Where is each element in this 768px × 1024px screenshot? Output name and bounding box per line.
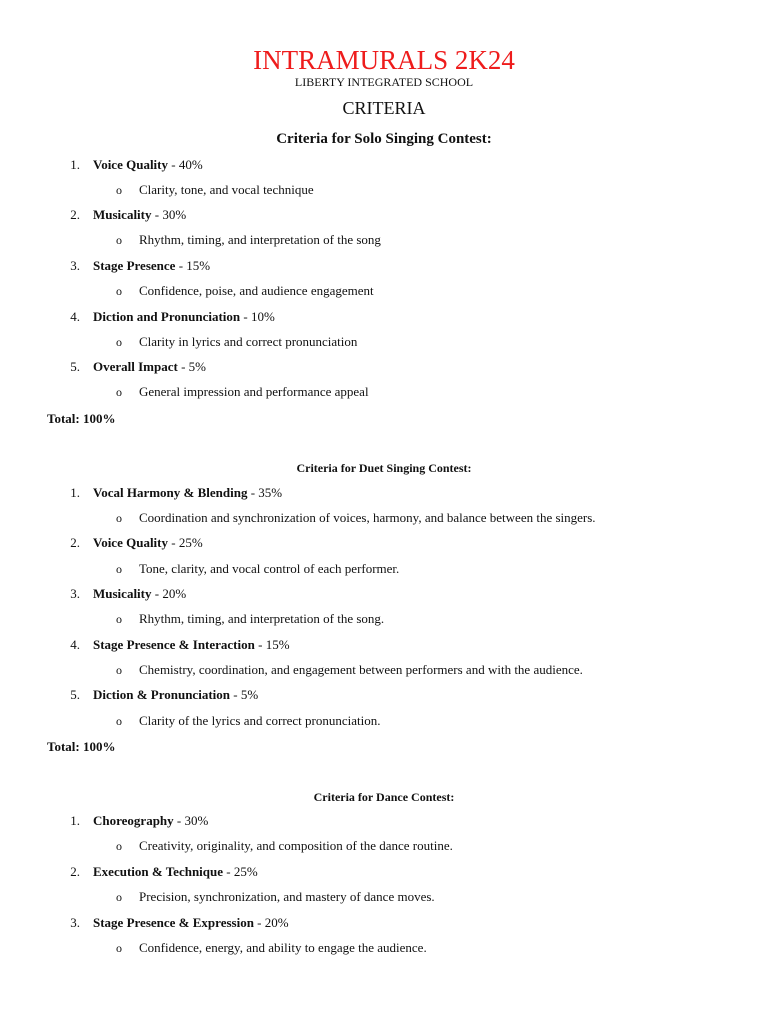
criterion-weight: - 25% — [223, 864, 258, 879]
criterion-name: Stage Presence & Interaction — [93, 637, 255, 652]
criterion-item — [93, 309, 275, 325]
criterion-name: Musicality — [93, 207, 152, 222]
bullet-marker: o — [116, 183, 122, 197]
criterion-item — [93, 359, 206, 375]
criterion-weight: - 5% — [230, 687, 259, 702]
criterion-weight: - 25% — [168, 535, 203, 550]
bullet-marker: o — [116, 941, 122, 955]
criterion-name: Overall Impact — [93, 359, 178, 374]
criterion-description: Rhythm, timing, and interpretation of the song. — [139, 611, 385, 626]
criterion-weight: - 5% — [177, 359, 207, 374]
criterion-description: Confidence, poise, and audience engagement — [139, 283, 374, 298]
criterion-weight: - 20% — [253, 915, 289, 930]
criterion-name: Execution & Technique — [93, 864, 224, 879]
section-title-duet: Criteria for Duet Singing Contest: — [296, 461, 472, 475]
criterion-item — [93, 586, 186, 602]
criterion-name: Vocal Harmony & Blending — [93, 485, 248, 500]
total-label: Total: 100% — [47, 739, 116, 754]
list-number: 1. — [70, 485, 80, 500]
list-number: 1. — [70, 157, 80, 172]
criterion-description: General impression and performance appeal — [139, 384, 369, 399]
list-number: 3. — [70, 258, 80, 273]
criterion-weight: - 40% — [168, 157, 203, 172]
bullet-marker: o — [116, 839, 122, 853]
criterion-item — [93, 637, 290, 653]
criterion-item — [93, 485, 282, 501]
criterion-description: Clarity of the lyrics and correct pronunciation. — [139, 713, 381, 728]
criterion-name: Choreography — [93, 813, 174, 828]
criterion-description: Creativity, originality, and composition of the dance routine. — [139, 838, 453, 853]
criterion-item — [93, 535, 203, 551]
bullet-marker: o — [116, 385, 122, 399]
list-number: 3. — [70, 915, 80, 930]
criterion-description: Clarity in lyrics and correct pronunciation — [139, 334, 358, 349]
criterion-name: Musicality — [93, 586, 152, 601]
list-number: 1. — [70, 813, 80, 828]
criterion-weight: - 15% — [175, 258, 211, 273]
criteria-heading: CRITERIA — [342, 98, 426, 118]
list-number: 2. — [70, 207, 80, 222]
criterion-item — [93, 813, 208, 829]
list-number: 5. — [70, 359, 80, 374]
total-label: Total: 100% — [47, 411, 116, 426]
criterion-description: Coordination and synchronization of voices, harmony, and balance between the singers. — [139, 510, 596, 525]
criterion-item — [93, 915, 289, 931]
criterion-description: Rhythm, timing, and interpretation of the song — [139, 232, 381, 247]
section-title-dance: Criteria for Dance Contest: — [313, 790, 455, 804]
document-title: INTRAMURALS 2K24 — [253, 45, 515, 75]
bullet-marker: o — [116, 511, 122, 525]
criterion-weight: - 35% — [247, 485, 283, 500]
bullet-marker: o — [116, 714, 122, 728]
bullet-marker: o — [116, 562, 122, 576]
criterion-name: Stage Presence — [93, 258, 176, 273]
list-number: 4. — [70, 637, 80, 652]
criterion-item — [93, 258, 210, 274]
criterion-item — [93, 687, 258, 703]
criterion-weight: - 30% — [173, 813, 209, 828]
criterion-weight: - 20% — [151, 586, 187, 601]
criterion-name: Voice Quality — [93, 157, 168, 172]
criterion-name: Voice Quality — [93, 535, 168, 550]
criterion-item — [93, 157, 203, 173]
bullet-marker: o — [116, 612, 122, 626]
criterion-description: Confidence, energy, and ability to engage the audience. — [139, 940, 427, 955]
school-name: LIBERTY INTEGRATED SCHOOL — [294, 75, 474, 89]
criterion-weight: - 30% — [151, 207, 187, 222]
criterion-weight: - 15% — [254, 637, 290, 652]
criterion-weight: - 10% — [240, 309, 275, 324]
criterion-description: Clarity, tone, and vocal technique — [139, 182, 314, 197]
list-number: 5. — [70, 687, 80, 702]
criterion-description: Chemistry, coordination, and engagement between performers and with the audience. — [139, 662, 583, 677]
section-title-solo: Criteria for Solo Singing Contest: — [276, 131, 492, 147]
criterion-description: Tone, clarity, and vocal control of each performer. — [139, 561, 400, 576]
list-number: 4. — [70, 309, 80, 324]
bullet-marker: o — [116, 663, 122, 677]
list-number: 2. — [70, 535, 80, 550]
criterion-name: Stage Presence & Expression — [93, 915, 254, 930]
bullet-marker: o — [116, 890, 122, 904]
list-number: 3. — [70, 586, 80, 601]
criterion-description: Precision, synchronization, and mastery of dance moves. — [139, 889, 435, 904]
bullet-marker: o — [116, 233, 122, 247]
criterion-name: Diction and Pronunciation — [93, 309, 241, 324]
bullet-marker: o — [116, 335, 122, 349]
criterion-name: Diction & Pronunciation — [93, 687, 230, 702]
list-number: 2. — [70, 864, 80, 879]
criterion-item — [93, 864, 258, 880]
criterion-item — [93, 207, 186, 223]
bullet-marker: o — [116, 284, 122, 298]
